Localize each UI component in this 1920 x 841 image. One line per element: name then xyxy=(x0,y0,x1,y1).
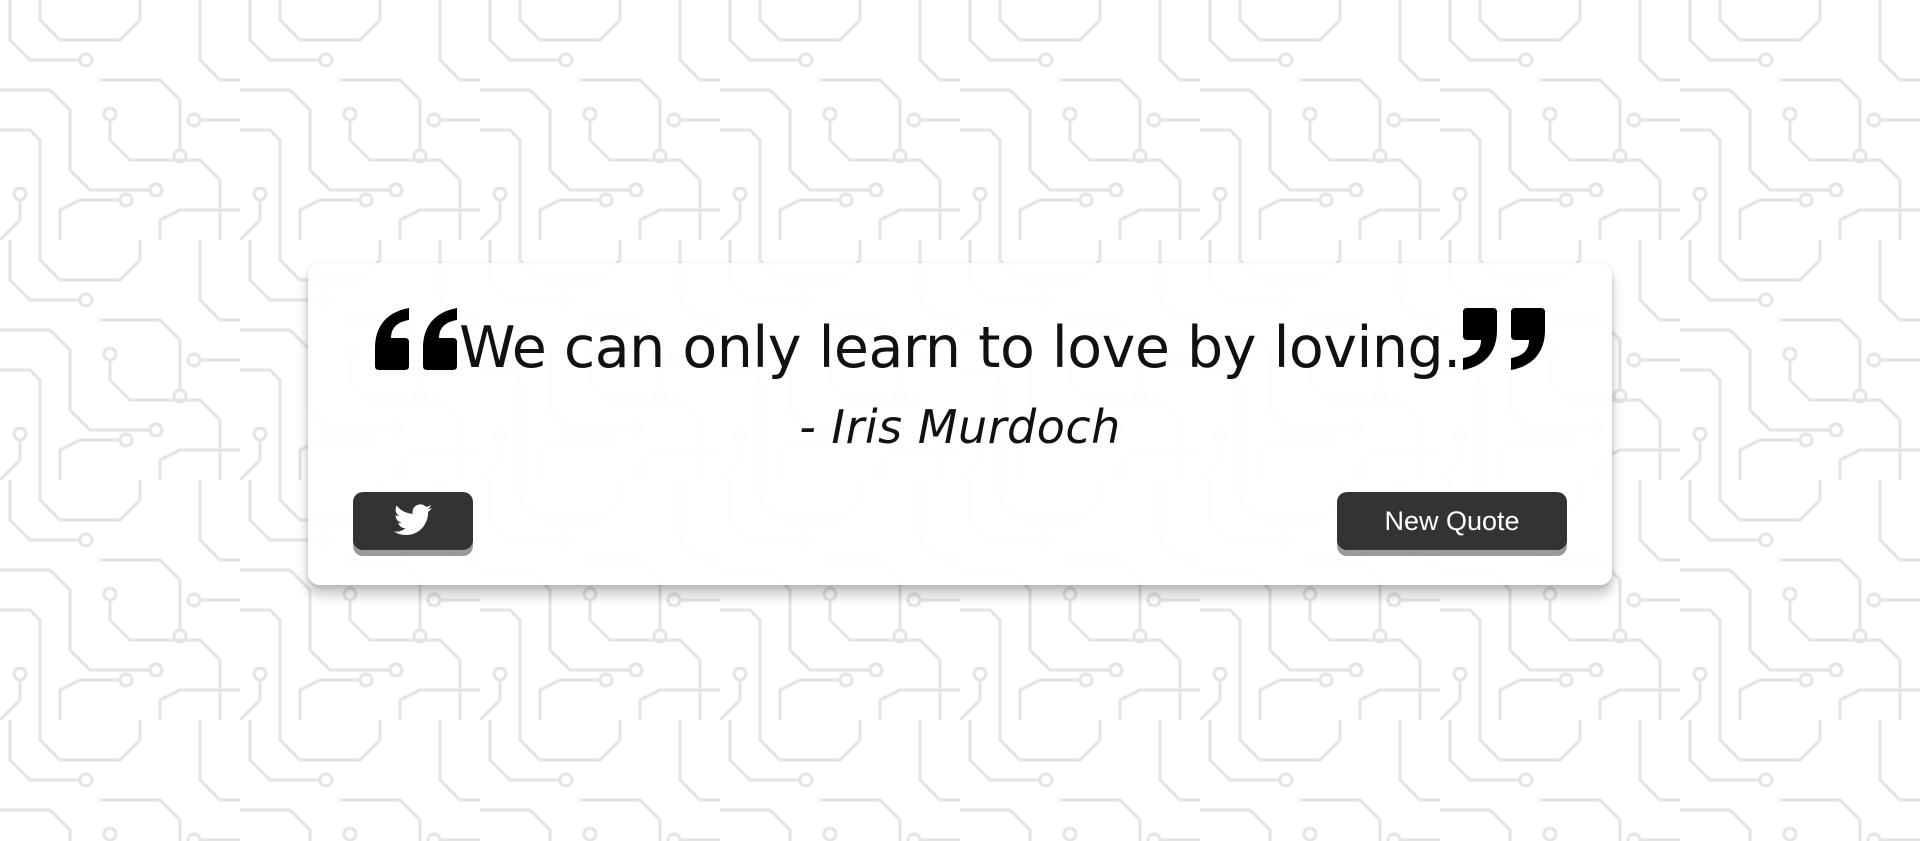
quote-card xyxy=(308,263,1612,585)
quote-text: We can only learn to love by loving. xyxy=(459,315,1461,381)
close-quote-icon xyxy=(1461,308,1547,372)
open-quote-icon xyxy=(373,308,459,372)
twitter-icon xyxy=(394,504,432,539)
new-quote-button[interactable]: New Quote xyxy=(1337,492,1567,550)
quote-text-row xyxy=(353,308,1567,388)
quote-author: - Iris Murdoch xyxy=(799,400,1121,454)
tweet-button[interactable] xyxy=(353,492,473,550)
button-row xyxy=(353,492,1567,556)
